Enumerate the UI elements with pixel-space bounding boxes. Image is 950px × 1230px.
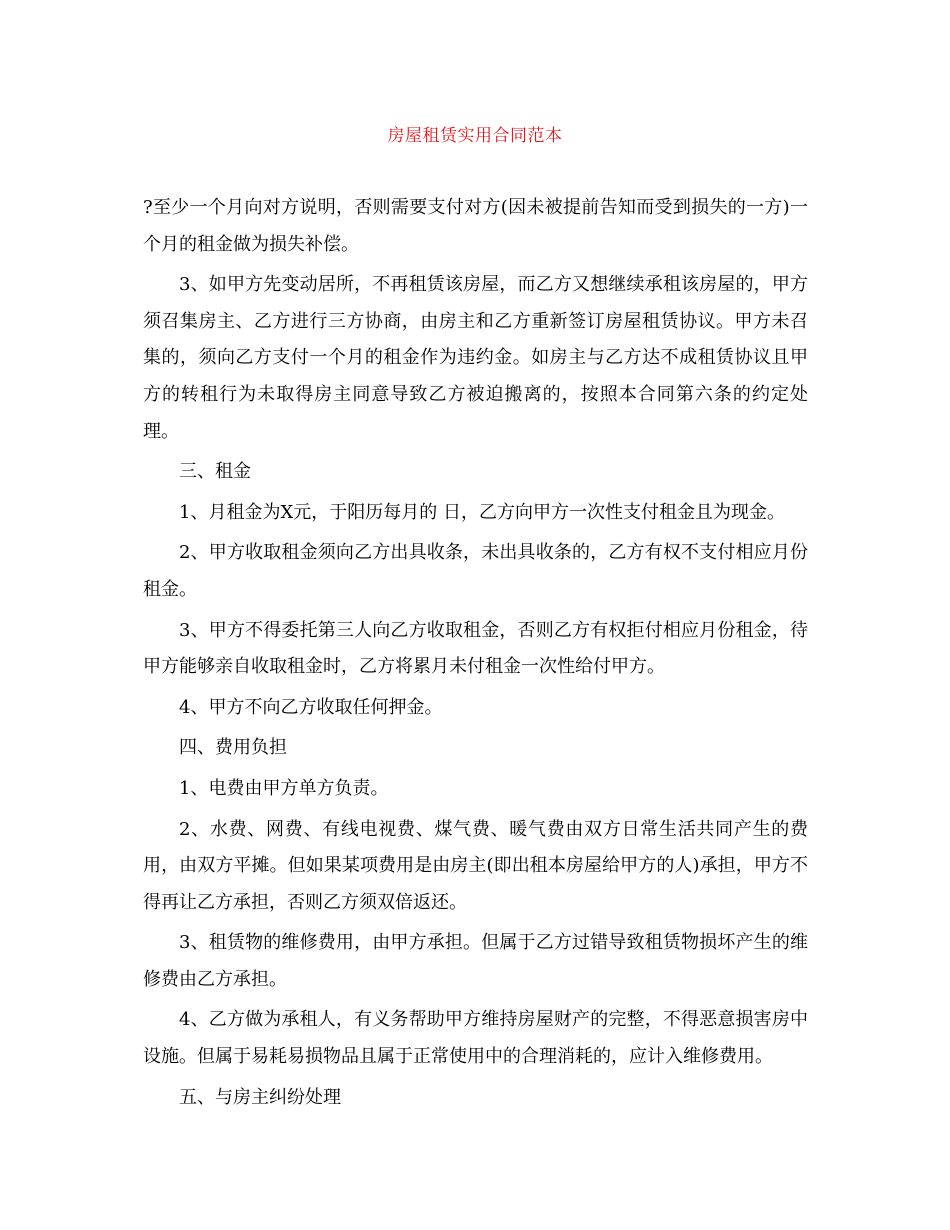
- paragraph: 4、甲方不向乙方收取任何押金。: [179, 696, 443, 718]
- paragraph: ?至少一个月向对方说明，否则需要支付对方(因未被提前告知而受到损失的一方)一个月的租金做为损失补偿。: [143, 197, 808, 255]
- section-heading-expenses: 四、费用负担: [179, 737, 287, 759]
- section-heading-landlord-disputes: 五、与房主纠纷处理: [179, 1086, 341, 1108]
- paragraph: 3、租赁物的维修费用，由甲方承担。但属于乙方过错导致租赁物损坏产生的维修费由乙方承担。: [143, 932, 808, 990]
- paragraph: 3、如甲方先变动居所，不再租赁该房屋，而乙方又想继续承租该房屋的，甲方须召集房主、乙方进行三方协商，由房主和乙方重新签订房屋租赁协议。甲方未召集的，须向乙方支付一个月的租金作为违约金。如房主与乙方达不成租赁协议且甲方的转租行为未取得房主同意导致乙方被迫搬离的，按照本合同第六条的约定处理。: [143, 274, 808, 442]
- paragraph: 3、甲方不得委托第三人向乙方收取租金，否则乙方有权拒付相应月份租金，待甲方能够亲自收取租金时，乙方将累月未付租金一次性给付甲方。: [143, 619, 808, 678]
- document-title: 房屋租赁实用合同范本: [387, 126, 563, 146]
- paragraph: 2、水费、网费、有线电视费、煤气费、暖气费由双方日常生活共同产生的费用，由双方平摊。但如果某项费用是由房主(即出租本房屋给甲方的人)承担，甲方不得再让乙方承担，否则乙方须双倍返还。: [143, 818, 808, 913]
- paragraph: 1、月租金为X元，于阳历每月的 日，乙方向甲方一次性支付租金且为现金。: [179, 501, 785, 523]
- section-heading-rent: 三、租金: [179, 461, 251, 483]
- paragraph: 4、乙方做为承租人，有义务帮助甲方维持房屋财产的完整，不得恶意损害房中设施。但属于易耗易损物品且属于正常使用中的合理消耗的，应计入维修费用。: [143, 1009, 808, 1068]
- paragraph: 1、电费由甲方单方负责。: [179, 777, 389, 799]
- paragraph: 2、甲方收取租金须向乙方出具收条，未出具收条的，乙方有权不支付相应月份租金。: [143, 542, 808, 600]
- document-body: [143, 190, 808, 1120]
